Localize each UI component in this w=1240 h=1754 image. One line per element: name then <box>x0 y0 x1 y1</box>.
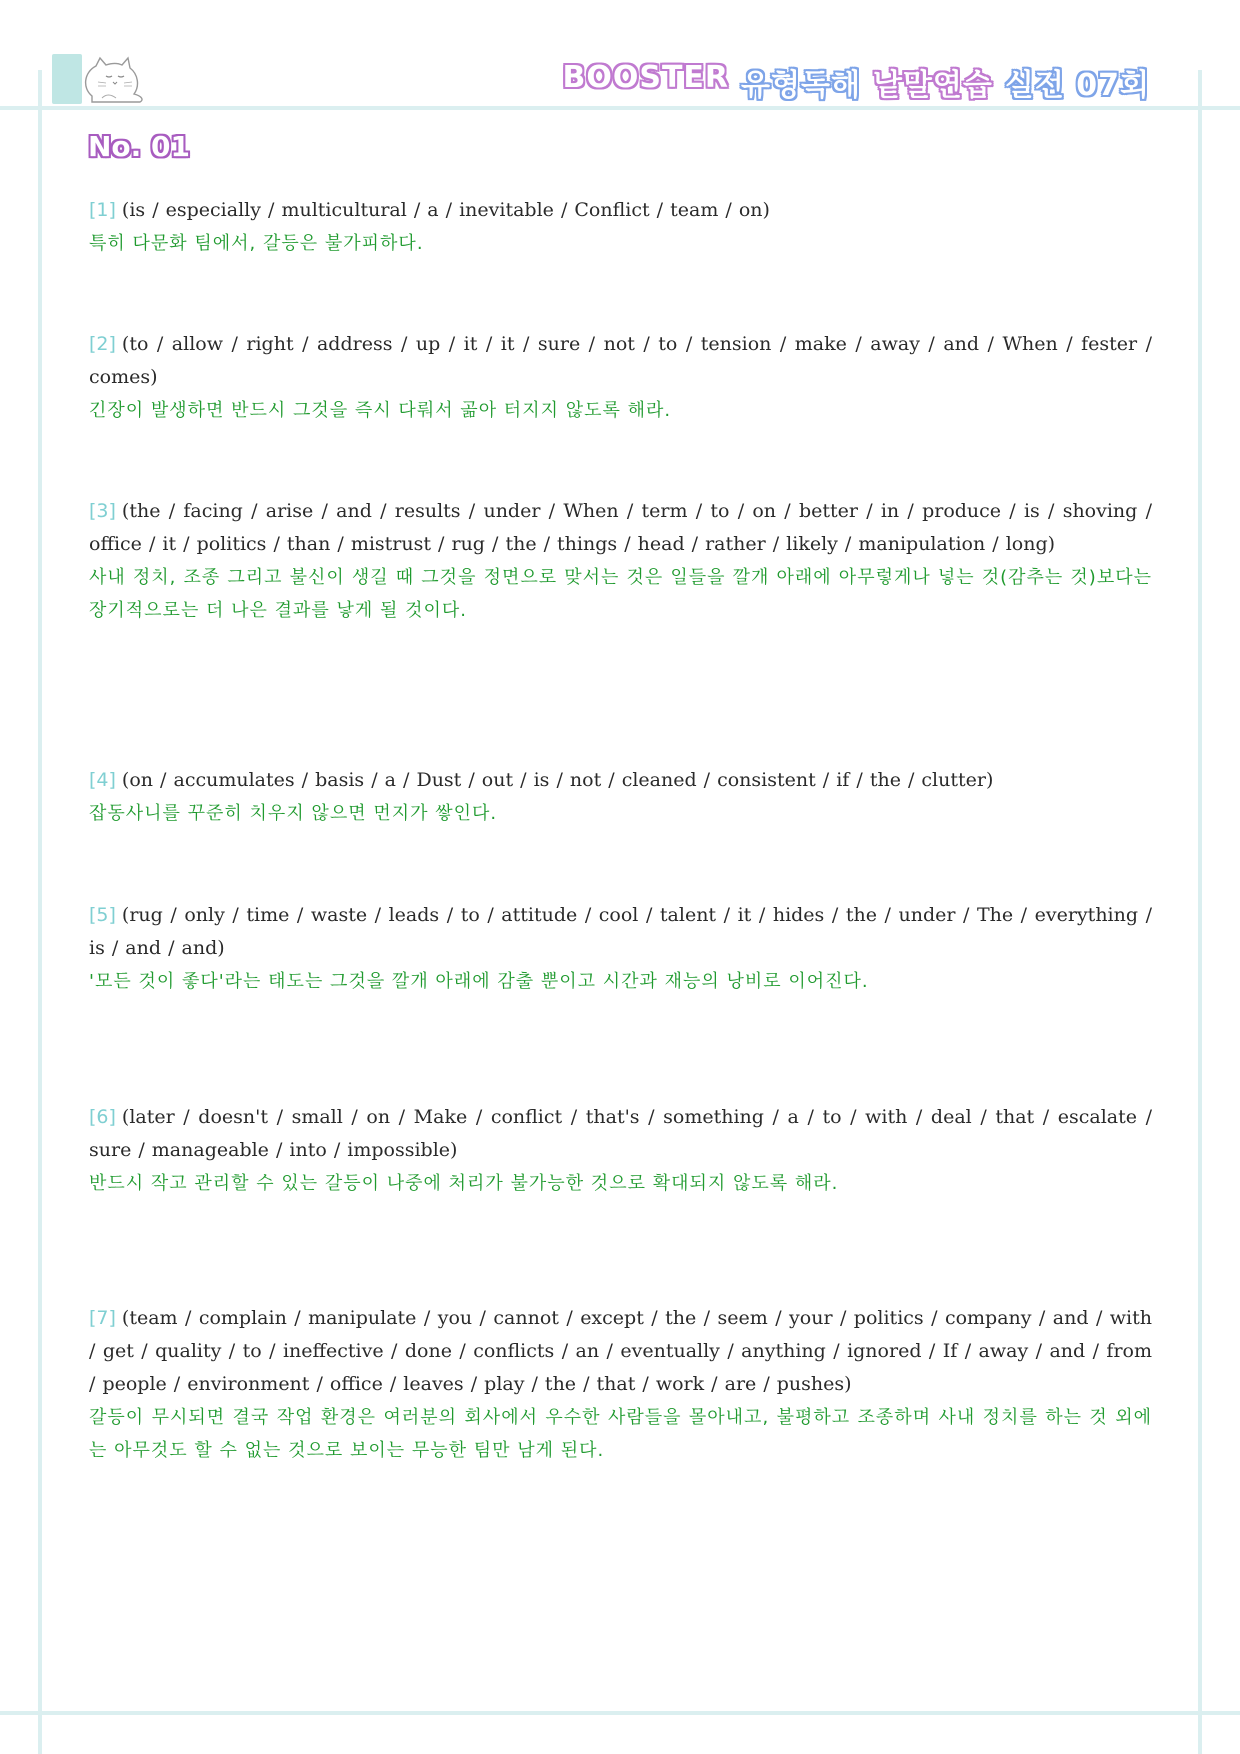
english-scramble <box>89 328 1152 394</box>
korean-translation: 반드시 작고 관리할 수 있는 갈등이 나중에 처리가 불가능한 것으로 확대되지 않도록 해라. <box>89 1173 839 1194</box>
title-part4: 실전 07회 <box>1004 68 1150 103</box>
english-scramble <box>89 1302 1152 1401</box>
cat-logo <box>52 52 144 106</box>
english-scramble <box>89 495 1152 561</box>
english-words: (team / complain / manipulate / you / cannot / except / the / seem / your / politics / company / and / with / get / quality / to / ineffective / done / conflicts / an / eventually / anything / ignored / If / away / and / from / people / environment / office / leaves / play / the / that / work / are / pushes) <box>89 1307 1152 1395</box>
english-words: (is / especially / multicultural / a / inevitable / Conflict / team / on) <box>121 199 770 221</box>
footer-divider <box>0 1711 1240 1715</box>
exercise-item-6 <box>89 1101 1152 1200</box>
item-number: [6] <box>89 1106 116 1128</box>
left-margin-line <box>38 70 42 1754</box>
exercise-item-5 <box>89 899 1152 998</box>
english-scramble <box>89 194 1152 227</box>
title-part2: 유형독해 <box>741 68 861 103</box>
english-words: (to / allow / right / address / up / it / it / sure / not / to / tension / make / away / and / When / fester / comes) <box>89 333 1152 388</box>
section-label: No. 01 <box>88 130 191 163</box>
english-scramble <box>89 899 1152 965</box>
english-words: (rug / only / time / waste / leads / to / attitude / cool / talent / it / hides / the / under / The / everything / is / and / and) <box>89 904 1152 959</box>
korean-translation: 사내 정치, 조종 그리고 불신이 생길 때 그것을 정면으로 맞서는 것은 일들을 깔개 아래에 아무렇게나 넣는 것(감추는 것)보다는 장기적으로는 더 나은 결과를 낳게 될 것이다. <box>89 567 1152 621</box>
korean-translation: 긴장이 발생하면 반드시 그것을 즉시 다뤄서 곪아 터지지 않도록 해라. <box>89 400 672 421</box>
item-number: [3] <box>89 500 116 522</box>
title-part3: 낱말연습 <box>872 68 993 103</box>
title-booster: BOOSTER <box>562 60 730 95</box>
exercise-item-1 <box>89 194 1152 260</box>
cat-icon <box>62 52 146 106</box>
korean-translation: 잡동사니를 꾸준히 치우지 않으면 먼지가 쌓인다. <box>89 803 498 824</box>
exercise-item-7 <box>89 1302 1152 1467</box>
item-number: [1] <box>89 199 116 221</box>
korean-translation: 갈등이 무시되면 결국 작업 환경은 여러분의 회사에서 우수한 사람들을 몰아내고, 불평하고 조종하며 사내 정치를 하는 것 외에는 아무것도 할 수 없는 것으로 보이는 무능한 팀만 남게 된다. <box>89 1407 1152 1461</box>
item-number: [5] <box>89 904 116 926</box>
exercise-item-2 <box>89 328 1152 427</box>
item-number: [4] <box>89 769 116 791</box>
english-scramble <box>89 764 1152 797</box>
korean-translation: 특히 다문화 팀에서, 갈등은 불가피하다. <box>89 233 424 254</box>
item-number: [7] <box>89 1307 116 1329</box>
english-words: (on / accumulates / basis / a / Dust / out / is / not / cleaned / consistent / if / the / clutter) <box>121 769 994 791</box>
english-words: (the / facing / arise / and / results / under / When / term / to / on / better / in / produce / is / shoving / office / it / politics / than / mistrust / rug / the / things / head / rather / likely / manipulation / long) <box>89 500 1152 555</box>
right-margin-line <box>1198 70 1202 1754</box>
header-title <box>562 60 1150 104</box>
item-number: [2] <box>89 333 116 355</box>
exercise-item-4 <box>89 764 1152 830</box>
english-scramble <box>89 1101 1152 1167</box>
exercise-item-3 <box>89 495 1152 627</box>
korean-translation: '모든 것이 좋다'라는 태도는 그것을 깔개 아래에 감출 뿐이고 시간과 재능의 낭비로 이어진다. <box>89 971 869 992</box>
english-words: (later / doesn't / small / on / Make / conflict / that's / something / a / to / with / deal / that / escalate / sure / manageable / into / impossible) <box>89 1106 1152 1161</box>
header-divider <box>0 106 1240 110</box>
